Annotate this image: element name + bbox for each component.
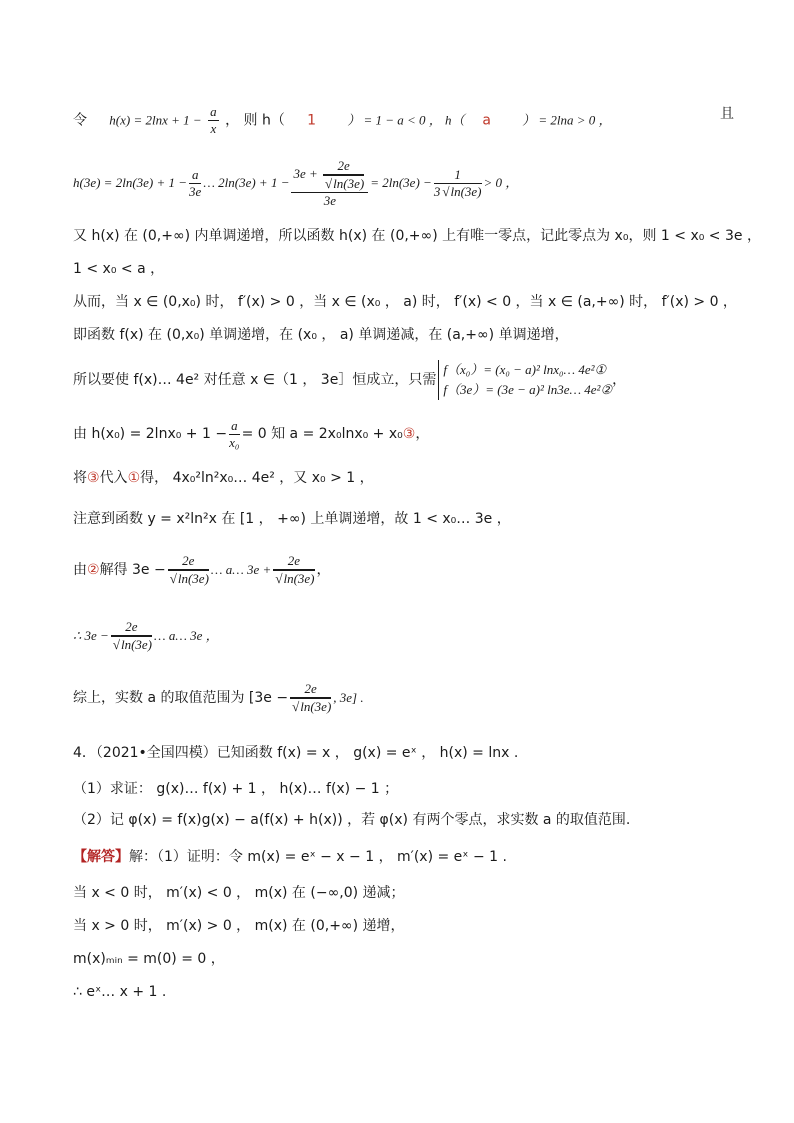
- text: ，: [612, 372, 627, 388]
- den: √ ln(3e): [111, 636, 152, 653]
- fraction: [229, 418, 240, 451]
- line-9: [73, 468, 734, 488]
- num: 2e: [168, 553, 209, 570]
- answer-label: 【解答】: [73, 849, 129, 865]
- line-6: 即函数 f(x) 在 (0,x₀) 单调递增，在 (x₀ ， a) 单调递减，在 (a,+∞) 单调递增，: [73, 327, 569, 343]
- ref-3: ③: [402, 426, 416, 442]
- den: √ ln(3e): [273, 570, 314, 587]
- blank-1: 1: [307, 112, 317, 129]
- den: [434, 184, 482, 200]
- formula: ） = 1 − a < 0 ， h（: [347, 112, 465, 128]
- blank-a: a: [482, 112, 491, 129]
- line-18: 当 x < 0 时， m′(x) < 0 ， m(x) 在 (−∞,0) 递减；: [73, 885, 405, 901]
- fraction: [208, 104, 219, 137]
- num: a: [231, 417, 238, 433]
- line-14-problem: 4．（2021•全国四模）已知函数 f(x) = x ， g(x) = eˣ ， h(x) = lnx .: [73, 745, 519, 761]
- ref-3: ③: [87, 470, 100, 486]
- den: 3e: [189, 183, 202, 199]
- text: 解得 3e −: [99, 562, 166, 578]
- fraction: [434, 167, 482, 200]
- text: 将: [73, 470, 87, 486]
- formula: … a… 3e +: [210, 562, 272, 577]
- fraction: [189, 167, 201, 200]
- fraction: [168, 553, 209, 587]
- line-19: 当 x > 0 时， m′(x) > 0 ， m(x) 在 (0,+∞) 递增，: [73, 918, 405, 934]
- text: 由: [73, 562, 87, 578]
- den-b: √ ln(3e): [440, 183, 481, 199]
- formula: ∴ 3e −: [73, 628, 109, 643]
- line-5: 从而，当 x ∈ (0,x₀) 时， f′(x) > 0 ，当 x ∈ (x₀ ， a) 时， f′(x) < 0 ，当 x ∈ (a,+∞) 时， f′(x) > 0 ，: [73, 294, 737, 310]
- line-8: [73, 418, 734, 450]
- num-a: 3e +: [293, 165, 318, 181]
- formula: h(x) = 2lnx + 1 −: [109, 112, 202, 128]
- text: 得， 4x₀²ln²x₀… 4e² ，又 x₀ > 1 ，: [140, 470, 374, 486]
- formula: ） = 2lna > 0 ，: [522, 112, 612, 128]
- num: 2e: [273, 553, 314, 570]
- formula: = 2ln(3e) −: [370, 175, 432, 190]
- den: 3e: [323, 192, 336, 208]
- fraction: [291, 158, 368, 209]
- formula: … 2ln(3e) + 1 −: [203, 175, 290, 190]
- fraction: [111, 619, 152, 653]
- den: x: [210, 121, 217, 136]
- line-13: [73, 676, 734, 720]
- num: a: [189, 167, 201, 184]
- line-10: 注意到函数 y = x²ln²x 在 [1 ， +∞) 上单调递增，故 1 < x₀… 3e ，: [73, 511, 511, 527]
- den: √ ln(3e): [323, 175, 364, 192]
- num: a: [210, 104, 217, 119]
- text: 令: [73, 112, 87, 129]
- den: √ ln(3e): [290, 698, 331, 715]
- num: 2e: [290, 681, 331, 698]
- line-7: [73, 358, 734, 402]
- den: √ ln(3e): [168, 570, 209, 587]
- num: 2e: [111, 619, 152, 636]
- ref-2: ②: [87, 562, 100, 578]
- line-21: ∴ eˣ… x + 1 .: [73, 984, 167, 1000]
- num: 2e: [323, 158, 364, 175]
- fraction: [290, 681, 331, 715]
- line-16: （2）记 φ(x) = f(x)g(x) − a(f(x) + h(x)) ，若 φ(x) 有两个零点，求实数 a 的取值范围.: [73, 812, 631, 828]
- text: 且: [720, 106, 734, 122]
- formula: , 3e] .: [333, 690, 364, 705]
- formula: h(3e) = 2ln(3e) + 1 −: [73, 175, 188, 190]
- brace-system: [438, 360, 612, 400]
- line-17: [73, 847, 734, 867]
- line-3: 又 h(x) 在 (0,+∞) 内单调递增，所以函数 h(x) 在 (0,+∞) 上有唯一零点，记此零点为 x₀，则 1 < x₀ < 3e ，: [73, 228, 761, 244]
- text: 由 h(x₀) = 2lnx₀ + 1 −: [73, 426, 228, 442]
- text: 所以要使 f(x)… 4e² 对任意 x ∈（1 ， 3e］恒成立，只需: [73, 372, 437, 388]
- text: 代入: [99, 470, 128, 486]
- den-a: 3: [433, 183, 441, 199]
- line-15: （1）求证： g(x)… f(x) + 1 ， h(x)… f(x) − 1 ；: [73, 781, 399, 797]
- text: 综上，实数 a 的取值范围为 [3e −: [73, 690, 289, 706]
- den: x₀: [229, 434, 240, 450]
- text: ，: [415, 426, 430, 442]
- fraction: [273, 553, 314, 587]
- condition-2: f（3e）= (3e − a)² ln3e… 4e²②: [443, 382, 613, 397]
- line-20: m(x)ₘᵢₙ = m(0) = 0 ，: [73, 951, 225, 967]
- num: [291, 158, 368, 193]
- ref-1: ①: [127, 470, 141, 486]
- text: = 0 知 a = 2x₀lnx₀ + x₀: [241, 426, 403, 442]
- formula: > 0 ，: [483, 175, 519, 190]
- condition-1: f（x₀）= (x₀ − a)² lnx₀… 4e²①: [443, 362, 607, 377]
- line-12: [73, 614, 734, 658]
- line-1: [73, 104, 734, 137]
- text: ， 则 h（: [225, 112, 285, 129]
- num: 1: [434, 167, 482, 184]
- line-2: [73, 158, 734, 208]
- line-4: 1 < x₀ < a ，: [73, 261, 165, 277]
- inner-fraction: [323, 158, 364, 192]
- formula: … a… 3e ，: [154, 628, 219, 643]
- text: ，: [316, 562, 331, 578]
- line-11: [73, 548, 734, 592]
- text: 解：（1）证明：令 m(x) = eˣ − x − 1 ， m′(x) = eˣ − 1 .: [129, 849, 507, 865]
